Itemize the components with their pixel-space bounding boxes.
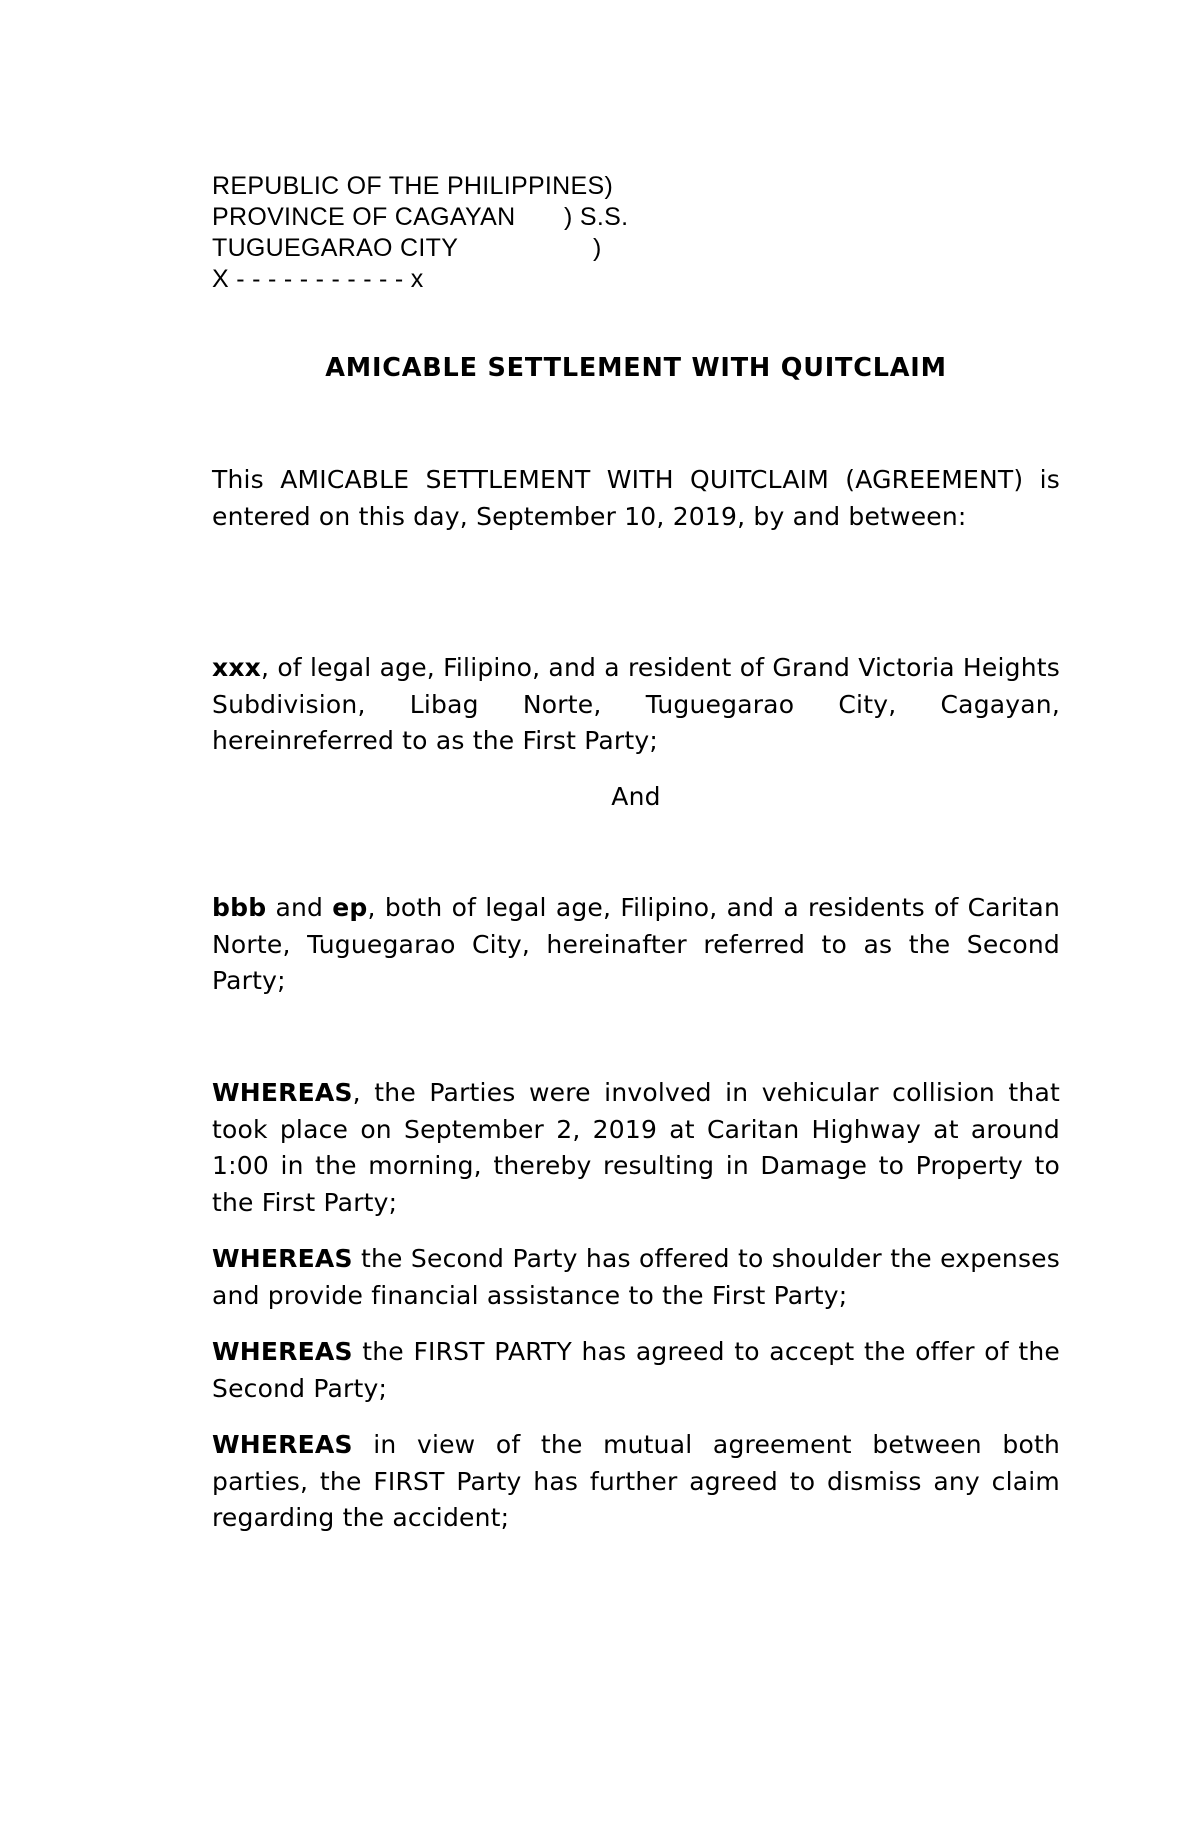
first-party-text: , of legal age, Filipino, and a resident of Grand Victoria Heights Subdivision, Libag Norte, Tuguegarao City, Cagayan, hereinreferred to as the First Party; xyxy=(212,653,1060,755)
venue-line-province xyxy=(212,202,629,233)
venue-line-city xyxy=(212,233,613,264)
whereas-text: in view of the mutual agreement between both parties, the FIRST Party has further agreed to dismiss any claim regarding the accident; xyxy=(212,1430,1060,1532)
whereas-clause-3 xyxy=(212,1334,1060,1407)
intro-paragraph: This AMICABLE SETTLEMENT WITH QUITCLAIM (AGREEMENT) is entered on this day, September 10, 2019, by and between: xyxy=(212,465,1060,531)
document-title: AMICABLE SETTLEMENT WITH QUITCLAIM xyxy=(325,353,947,383)
venue-republic-paren: ) xyxy=(604,172,614,200)
second-party-text: , both of legal age, Filipino, and a residents of Caritan Norte, Tuguegarao City, hereinafter referred to as the Second Party; xyxy=(212,893,1061,995)
whereas-keyword: WHEREAS xyxy=(212,1337,353,1366)
whereas-keyword: WHEREAS xyxy=(212,1078,353,1107)
and-label: And xyxy=(611,782,661,811)
second-party-paragraph xyxy=(212,890,1060,1000)
venue-city-text: TUGUEGARAO CITY xyxy=(212,234,459,262)
first-party-paragraph xyxy=(212,650,1060,760)
whereas-clause-1 xyxy=(212,1075,1060,1221)
venue-line-republic xyxy=(212,171,613,202)
venue-republic-text: REPUBLIC OF THE PHILIPPINES xyxy=(212,172,605,200)
whereas-text: the Second Party has offered to shoulder the expenses and provide financial assistance to the First Party; xyxy=(212,1244,1060,1310)
venue-caption xyxy=(212,171,629,295)
second-party-name-1: bbb xyxy=(212,893,267,922)
whereas-text: the FIRST PARTY has agreed to accept the offer of the Second Party; xyxy=(212,1337,1060,1403)
whereas-clause-4 xyxy=(212,1427,1060,1537)
venue-line-separator: X - - - - - - - - - - - x xyxy=(212,265,424,293)
second-party-name-2: ep xyxy=(332,893,368,922)
first-party-name: xxx xyxy=(212,653,261,682)
whereas-text: , the Parties were involved in vehicular collision that took place on September 2, 2019 at Caritan Highway at around 1:00 in the morning, thereby resulting in Damage to Property to the First Party; xyxy=(212,1078,1060,1217)
second-party-joiner: and xyxy=(266,893,333,922)
whereas-clause-2 xyxy=(212,1241,1060,1314)
whereas-keyword: WHEREAS xyxy=(212,1430,353,1459)
whereas-keyword: WHEREAS xyxy=(212,1244,353,1273)
venue-city-paren: ) xyxy=(593,234,602,262)
venue-province-paren: ) S.S. xyxy=(564,203,629,231)
venue-province-text: PROVINCE OF CAGAYAN xyxy=(212,203,516,231)
